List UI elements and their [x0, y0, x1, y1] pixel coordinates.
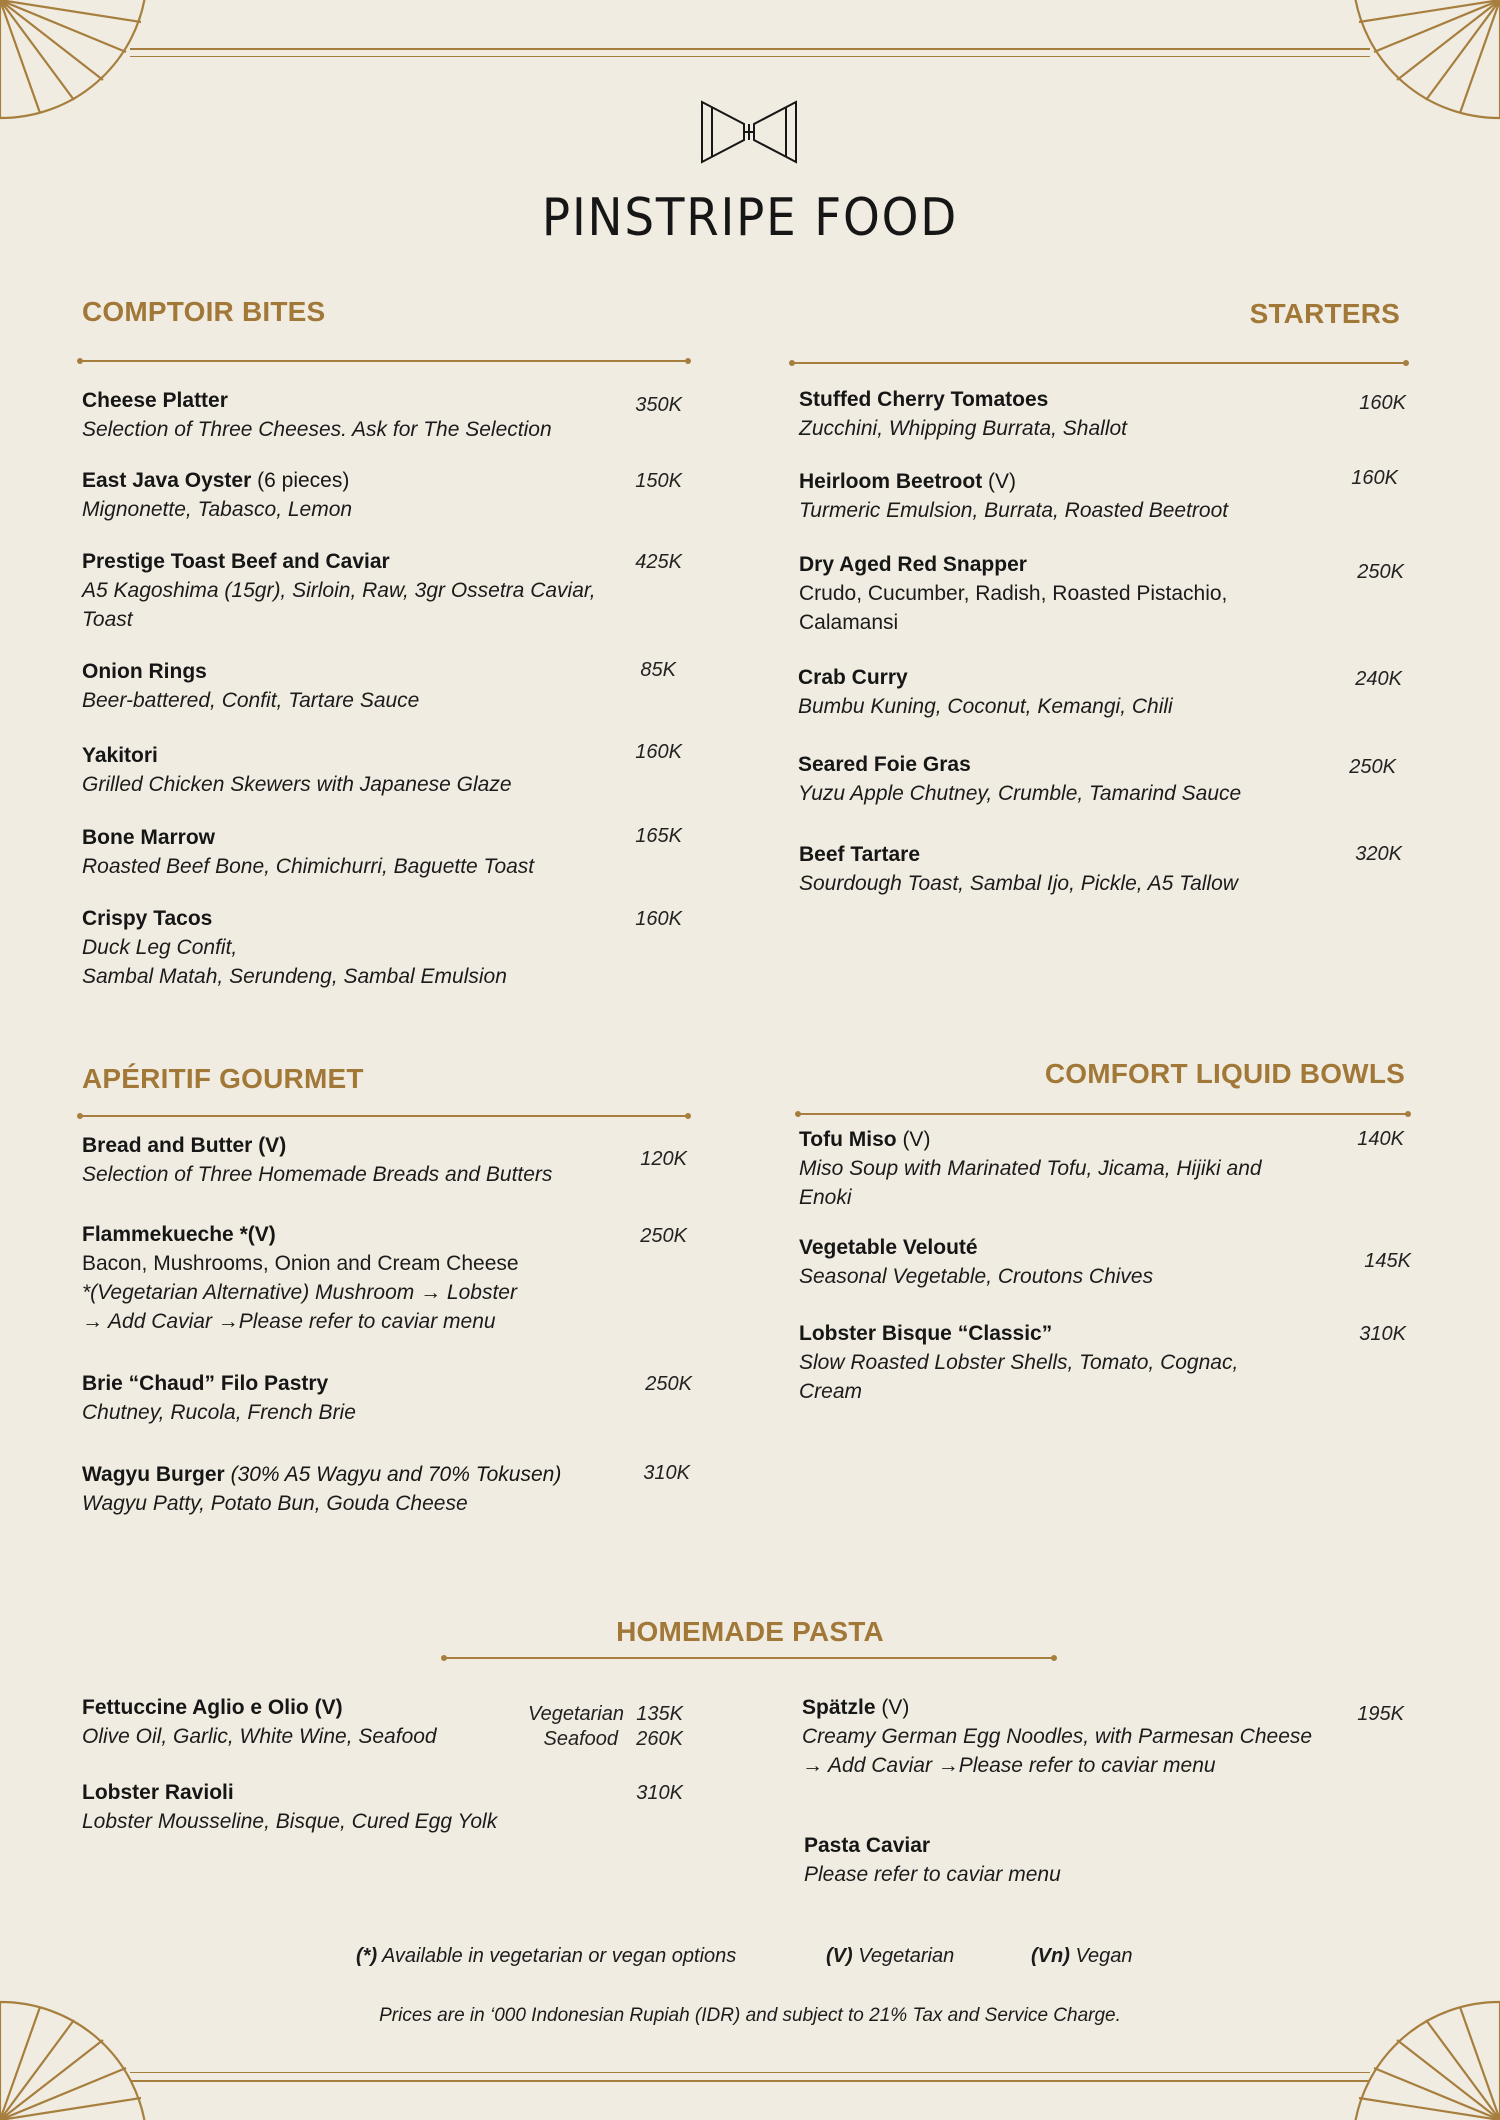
bottom-frame-line-outer — [130, 2080, 1370, 2082]
price: 250K — [1357, 561, 1404, 583]
price: 160K — [1351, 467, 1398, 489]
divider-aperitif — [80, 1115, 688, 1117]
section-title-comptoir-bites: COMPTOIR BITES — [82, 296, 326, 327]
price: 250K — [640, 1225, 687, 1247]
menu-item-beef-tartare: Beef Tartare Sourdough Toast, Sambal Ijo, Pickle, A5 Tallow — [799, 843, 1238, 895]
menu-item-east-java-oyster: East Java Oyster (6 pieces) Mignonette, Tabasco, Lemon — [82, 469, 353, 521]
price: 320K — [1355, 843, 1402, 865]
price-label-vegetarian: Vegetarian — [528, 1703, 624, 1725]
brand-name: PINSTRIPE FOOD — [541, 188, 959, 248]
menu-item-pasta-caviar: Pasta Caviar Please refer to caviar menu — [804, 1834, 1061, 1886]
price-vegetarian: 135K — [636, 1703, 683, 1725]
legend-vegetarian: (V) Vegetarian — [826, 1945, 955, 1967]
legend-vegetarian-options: (*) Available in vegetarian or vegan options — [356, 1945, 737, 1967]
menu-item-crab-curry: Crab Curry Bumbu Kuning, Coconut, Kemangi, Chili — [798, 666, 1173, 718]
divider-comptoir — [80, 360, 688, 362]
divider-pasta — [444, 1657, 1054, 1659]
menu-item-tofu-miso: Tofu Miso (V) Miso Soup with Marinated Tofu, Jicama, Hijiki and Enoki — [799, 1128, 1262, 1209]
menu-item-lobster-ravioli: Lobster Ravioli Lobster Mousseline, Bisque, Cured Egg Yolk — [82, 1781, 498, 1833]
divider-starters — [792, 362, 1406, 364]
price: 160K — [1359, 392, 1406, 414]
legend-vegan: (Vn) Vegan — [1031, 1945, 1133, 1967]
corner-fan-top-left-icon — [0, 0, 150, 130]
bottom-frame-line — [130, 2072, 1370, 2073]
price: 310K — [1359, 1323, 1406, 1345]
corner-fan-top-right-icon — [1350, 0, 1500, 130]
menu-item-brie-chaud: Brie “Chaud” Filo Pastry Chutney, Rucola, French Brie — [82, 1372, 356, 1424]
section-title-comfort-liquid-bowls: COMFORT LIQUID BOWLS — [1044, 1058, 1405, 1089]
menu-item-heirloom-beetroot: Heirloom Beetroot (V) Turmeric Emulsion, Burrata, Roasted Beetroot — [799, 470, 1229, 522]
price: 150K — [635, 470, 682, 492]
price: 425K — [635, 551, 682, 573]
price: 350K — [635, 394, 682, 416]
top-frame-line — [130, 48, 1370, 50]
price: 310K — [636, 1782, 683, 1804]
menu-item-lobster-bisque: Lobster Bisque “Classic” Slow Roasted Lobster Shells, Tomato, Cognac, Cream — [799, 1322, 1239, 1403]
menu-item-onion-rings: Onion Rings Beer-battered, Confit, Tartare Sauce — [82, 660, 420, 712]
menu-item-seared-foie-gras: Seared Foie Gras Yuzu Apple Chutney, Crumble, Tamarind Sauce — [798, 753, 1242, 805]
menu-item-bone-marrow: Bone Marrow Roasted Beef Bone, Chimichurri, Baguette Toast — [82, 826, 535, 878]
pricing-footnote: Prices are in ‘000 Indonesian Rupiah (IDR) and subject to 21% Tax and Service Charge. — [379, 2005, 1121, 2026]
divider-comfort — [798, 1113, 1408, 1115]
price-label-seafood: Seafood — [543, 1728, 618, 1750]
price: 250K — [645, 1373, 692, 1395]
price: 310K — [643, 1462, 690, 1484]
price: 120K — [640, 1148, 687, 1170]
menu-item-flammekueche: Flammekueche *(V) Bacon, Mushrooms, Onion and Cream Cheese *(Vegetarian Alternative) Mushroom → Lobster → Add Caviar →Please refer to caviar menu — [82, 1223, 519, 1333]
price: 160K — [635, 908, 682, 930]
section-title-starters: STARTERS — [1249, 298, 1400, 329]
price: 160K — [635, 741, 682, 763]
menu-item-vegetable-veloute: Vegetable Velouté Seasonal Vegetable, Croutons Chives — [799, 1236, 1154, 1288]
top-frame-line-inner — [130, 56, 1370, 57]
menu-item-stuffed-cherry-tomatoes: Stuffed Cherry Tomatoes Zucchini, Whipping Burrata, Shallot — [799, 388, 1127, 440]
menu-item-wagyu-burger: Wagyu Burger (30% A5 Wagyu and 70% Tokusen) Wagyu Patty, Potato Bun, Gouda Cheese — [82, 1463, 562, 1515]
bow-tie-icon — [700, 100, 798, 164]
price: 250K — [1349, 756, 1396, 778]
section-title-aperitif-gourmet: APÉRITIF GOURMET — [82, 1063, 364, 1094]
menu-item-bread-and-butter: Bread and Butter (V) Selection of Three Homemade Breads and Butters — [82, 1134, 553, 1186]
price: 145K — [1364, 1250, 1411, 1272]
menu-item-dry-aged-red-snapper: Dry Aged Red Snapper Crudo, Cucumber, Radish, Roasted Pistachio, Calamansi — [799, 553, 1228, 634]
price: 140K — [1357, 1128, 1404, 1150]
menu-item-cheese-platter: Cheese Platter Selection of Three Cheeses. Ask for The Selection — [82, 389, 552, 441]
price-seafood: 260K — [636, 1728, 683, 1750]
menu-item-spatzle: Spätzle (V) Creamy German Egg Noodles, with Parmesan Cheese → Add Caviar →Please refer to caviar menu — [802, 1696, 1313, 1777]
menu-item-crispy-tacos: Crispy Tacos Duck Leg Confit, Sambal Matah, Serundeng, Sambal Emulsion — [82, 907, 507, 988]
price: 195K — [1357, 1703, 1404, 1725]
section-title-homemade-pasta: HOMEMADE PASTA — [616, 1616, 884, 1647]
menu-item-prestige-toast: Prestige Toast Beef and Caviar A5 Kagoshima (15gr), Sirloin, Raw, 3gr Ossetra Caviar, Toast — [82, 550, 596, 631]
price: 85K — [640, 659, 676, 681]
price: 165K — [635, 825, 682, 847]
menu-item-fettuccine-aglio-e-olio: Fettuccine Aglio e Olio (V) Olive Oil, Garlic, White Wine, Seafood — [82, 1696, 437, 1748]
menu-item-yakitori: Yakitori Grilled Chicken Skewers with Japanese Glaze — [82, 744, 512, 796]
price: 240K — [1355, 668, 1402, 690]
